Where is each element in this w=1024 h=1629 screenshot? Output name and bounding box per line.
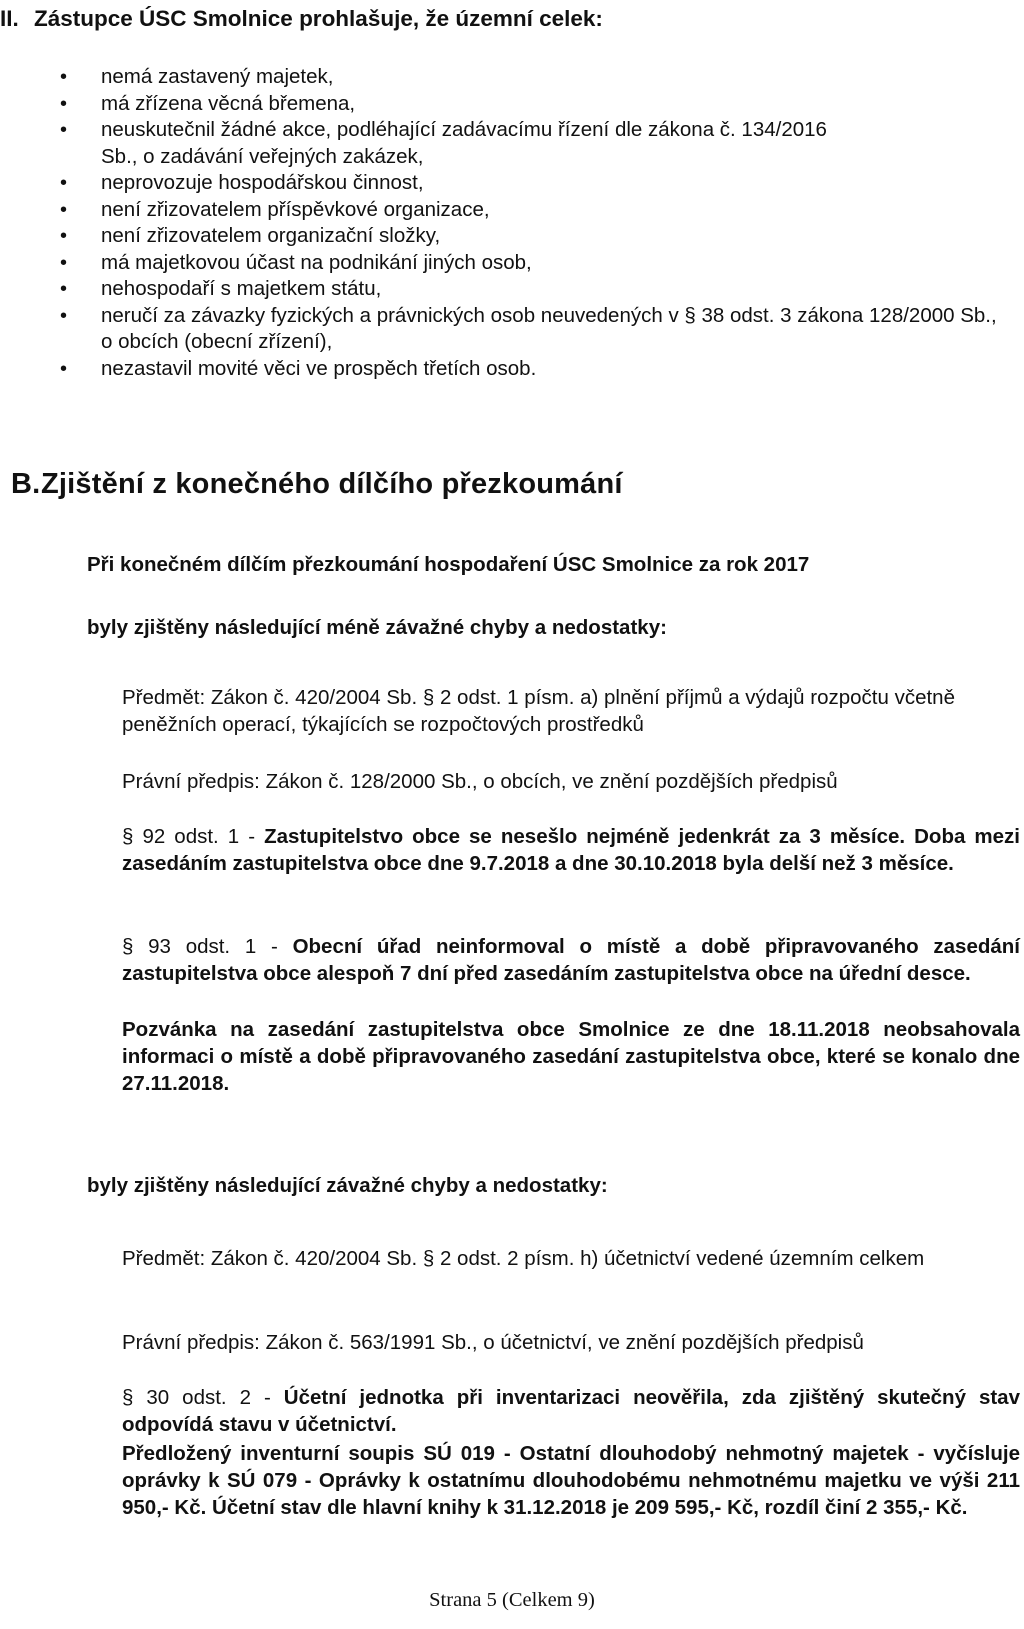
section-b-heading-text: Zjištění z konečného dílčího přezkoumání <box>41 468 623 500</box>
list-item: • nehospodaří s majetkem státu, <box>60 276 1020 303</box>
section-ii-heading <box>0 6 603 32</box>
finding-1-text: Zastupitelstvo obce se nesešlo nejméně jedenkrát za 3 měsíce. Doba mezi zasedáním zastupitelstva obce dne 9.7.2018 a dne 30.10.2018 byla delší než 3 měsíce. <box>122 825 1020 875</box>
major-finding-text: Účetní jednotka při inventarizaci neověřila, zda zjištěný skutečný stav odpovídá stavu v účetnictví. <box>122 1386 1020 1436</box>
section-ii-heading-text: Zástupce ÚSC Smolnice prohlašuje, že územní celek: <box>34 6 603 31</box>
section-b-letter: B. <box>11 468 41 500</box>
major-findings-heading: byly zjištěny následující závažné chyby a nedostatky: <box>87 1174 608 1197</box>
list-item: • má majetkovou účast na podnikání jiných osob, <box>60 250 1020 277</box>
section-ii-numeral: II. <box>0 6 19 31</box>
major-finding-reference: § 30 odst. 2 - <box>122 1386 284 1409</box>
declaration-list <box>60 64 1020 382</box>
minor-finding-2-detail: Pozvánka na zasedání zastupitelstva obce Smolnice ze dne 18.11.2018 neobsahovala informaci o místě a době připravovaného zasedání zastupitelstva obce, které se konalo dne 27.11.2018. <box>122 1018 1020 1095</box>
section-b-heading <box>11 468 623 501</box>
finding-1-reference: § 92 odst. 1 - <box>122 825 265 848</box>
list-item: • nezastavil movité věci ve prospěch třetích osob. <box>60 356 1020 383</box>
major-finding-detail: Předložený inventurní soupis SÚ 019 - Ostatní dlouhodobý nehmotný majetek - vyčísluje oprávky k SÚ 079 - Oprávky k ostatnímu dlouhodobému nehmotnému majetku ve výši 211 950,- Kč. Účetní stav dle hlavní knihy k 31.12.2018 je 209 595,- Kč, rozdíl činí 2 355,- Kč. <box>122 1442 1020 1519</box>
minor-finding-1 <box>122 823 1020 877</box>
list-item: • neuskutečnil žádné akce, podléhající zadávacímu řízení dle zákona č. 134/2016 Sb., o zadávání veřejných zakázek, <box>60 117 841 170</box>
list-item: • nemá zastavený majetek, <box>60 64 1020 91</box>
major-regulation: Právní předpis: Zákon č. 563/1991 Sb., o účetnictví, ve znění pozdějších předpisů <box>122 1331 864 1354</box>
list-item: • neprovozuje hospodářskou činnost, <box>60 170 1020 197</box>
major-finding <box>122 1384 1020 1438</box>
list-item: • má zřízena věcná břemena, <box>60 91 1020 118</box>
review-intro: Při konečném dílčím přezkoumání hospodaření ÚSC Smolnice za rok 2017 <box>87 553 810 576</box>
finding-2-reference: § 93 odst. 1 - <box>122 935 293 958</box>
minor-regulation: Právní předpis: Zákon č. 128/2000 Sb., o obcích, ve znění pozdějších předpisů <box>122 770 838 793</box>
list-item: • neručí za závazky fyzických a právnických osob neuvedených v § 38 odst. 3 zákona 128/2000 Sb., o obcích (obecní zřízení), <box>60 303 1001 356</box>
list-item: • není zřizovatelem příspěvkové organizace, <box>60 197 1020 224</box>
finding-2-text: Obecní úřad neinformoval o místě a době připravovaného zasedání zastupitelstva obce alespoň 7 dní před zasedáním zastupitelstva obce na úřední desce. <box>122 935 1020 985</box>
minor-findings-heading: byly zjištěny následující méně závažné chyby a nedostatky: <box>87 616 667 639</box>
list-item: • není zřizovatelem organizační složky, <box>60 223 1020 250</box>
minor-subject: Předmět: Zákon č. 420/2004 Sb. § 2 odst. 1 písm. a) plnění příjmů a výdajů rozpočtu včetně peněžních operací, týkajících se rozpočtových prostředků <box>122 686 955 736</box>
major-subject: Předmět: Zákon č. 420/2004 Sb. § 2 odst. 2 písm. h) účetnictví vedené územním celkem <box>122 1247 925 1270</box>
page-footer: Strana 5 (Celkem 9) <box>429 1589 595 1611</box>
minor-finding-2 <box>122 933 1020 987</box>
